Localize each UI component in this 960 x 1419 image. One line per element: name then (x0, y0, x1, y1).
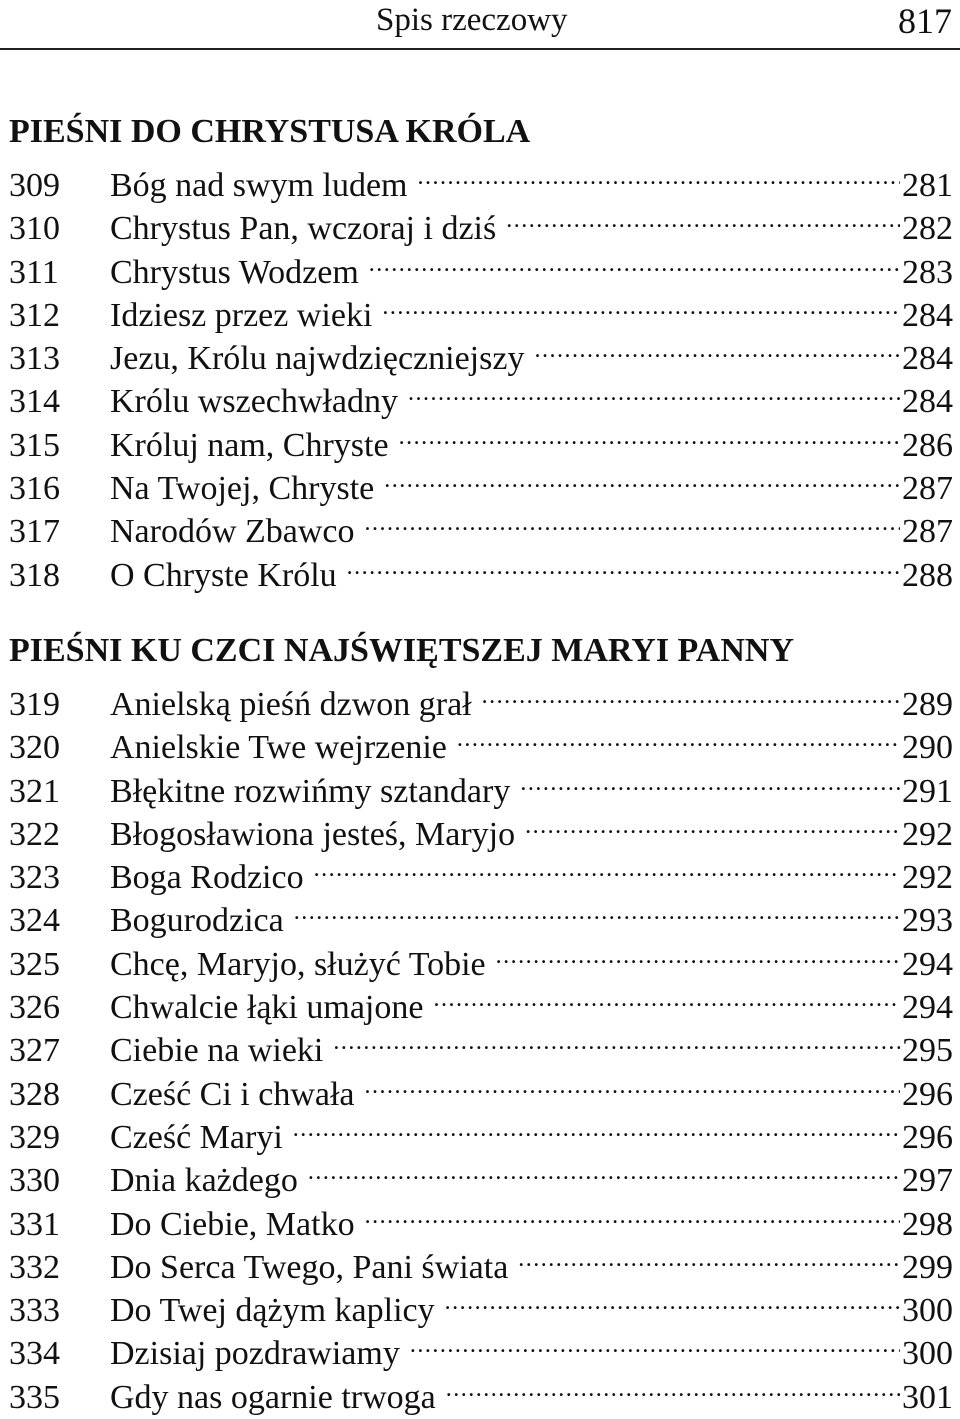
entry-page-number: 300 (902, 1335, 953, 1373)
dot-leader (445, 1278, 900, 1321)
dot-leader (506, 196, 900, 239)
dot-leader (408, 369, 900, 412)
entry-number: 328 (9, 1075, 60, 1113)
dot-leader (369, 240, 900, 283)
entry-page-number: 288 (902, 556, 953, 594)
entry-title: Cześć Maryi (110, 1118, 283, 1156)
entry-title: Narodów Zbawco (110, 513, 355, 551)
entry-page-number: 299 (902, 1248, 953, 1286)
entry-title: Dzisiaj pozdrawiamy (110, 1335, 400, 1373)
dot-leader (518, 1235, 900, 1278)
entry-page-number: 290 (902, 729, 953, 767)
dot-leader (399, 413, 900, 456)
entry-number: 319 (9, 685, 60, 723)
entry-number: 315 (9, 426, 60, 464)
entry-page-number: 295 (902, 1032, 953, 1070)
entry-title: Jezu, Królu najwdzięczniejszy (110, 340, 525, 378)
entry-page-number: 282 (902, 210, 953, 248)
dot-leader (365, 1192, 900, 1235)
entry-page-number: 293 (902, 902, 953, 940)
entry-title: Chwalcie łąki umajone (110, 989, 424, 1027)
entry-title: Anielską pieśń dzwon grał (110, 685, 472, 723)
dot-leader (382, 283, 900, 326)
dot-leader (482, 672, 900, 715)
entry-page-number: 281 (902, 167, 953, 204)
entry-number: 310 (9, 210, 60, 248)
dot-leader (410, 1321, 900, 1364)
entry-title: Idziesz przez wieki (110, 296, 373, 334)
page-number: 817 (898, 1, 952, 41)
entry-number: 324 (9, 902, 60, 940)
entry-title: Bogurodzica (110, 902, 284, 940)
dot-leader (347, 543, 900, 586)
entry-page-number: 286 (902, 426, 953, 464)
entry-page-number: 298 (902, 1205, 953, 1243)
entry-number: 333 (9, 1292, 60, 1330)
entry-page-number: 292 (902, 815, 953, 853)
entry-page-number: 296 (902, 1075, 953, 1113)
toc-entry (9, 153, 953, 204)
entry-title: Błękitne rozwińmy sztandary (110, 772, 511, 810)
section-heading: PIEŚNI DO CHRYSTUSA KRÓLA (9, 113, 531, 150)
dot-leader (525, 802, 900, 845)
entry-page-number: 287 (902, 513, 953, 551)
entry-page-number: 287 (902, 470, 953, 508)
entry-number: 322 (9, 815, 60, 853)
toc-entry (9, 672, 953, 723)
dot-leader (534, 326, 900, 369)
entry-page-number: 284 (902, 340, 953, 378)
entry-number: 321 (9, 772, 60, 810)
entry-title: O Chryste Królu (110, 556, 337, 594)
entry-number: 334 (9, 1335, 60, 1373)
entry-title: Gdy nas ogarnie trwoga (110, 1378, 436, 1416)
entry-page-number: 284 (902, 296, 953, 334)
entry-number: 332 (9, 1248, 60, 1286)
entry-number: 312 (9, 296, 60, 334)
entry-title: Ciebie na wieki (110, 1032, 324, 1070)
dot-leader (365, 1062, 900, 1105)
dot-leader (520, 759, 900, 802)
entry-title: Do Serca Twego, Pani świata (110, 1248, 509, 1286)
table-of-contents (9, 110, 953, 1416)
entry-title: Anielskie Twe wejrzenie (110, 729, 447, 767)
entry-page-number: 289 (902, 685, 953, 723)
dot-leader (365, 499, 900, 542)
dot-leader (457, 715, 900, 758)
page-header (0, 0, 960, 50)
entry-title: Bóg nad swym ludem (110, 167, 408, 204)
dot-leader (314, 845, 900, 888)
entry-number: 325 (9, 945, 60, 983)
entry-number: 316 (9, 470, 60, 508)
dot-leader (496, 932, 900, 975)
entry-number: 329 (9, 1118, 60, 1156)
entry-title: Królu wszechwładny (110, 383, 398, 421)
entry-title: Chrystus Wodzem (110, 253, 359, 291)
dot-leader (308, 1148, 900, 1191)
entry-title: Dnia każdego (110, 1162, 298, 1200)
entry-number: 326 (9, 989, 60, 1027)
entry-title: Do Ciebie, Matko (110, 1205, 355, 1243)
entry-title: Cześć Ci i chwała (110, 1075, 355, 1113)
entry-page-number: 296 (902, 1118, 953, 1156)
entry-title: Błogosławiona jesteś, Maryjo (110, 815, 516, 853)
entry-number: 320 (9, 729, 60, 767)
dot-leader (294, 888, 900, 931)
entry-number: 323 (9, 859, 60, 897)
entry-number: 318 (9, 556, 60, 594)
entry-page-number: 294 (902, 989, 953, 1027)
entry-title: Na Twojej, Chryste (110, 470, 375, 508)
section-heading: PIEŚNI KU CZCI NAJŚWIĘTSZEJ MARYI PANNY (9, 631, 795, 669)
entry-number: 309 (9, 167, 60, 204)
entry-page-number: 291 (902, 772, 953, 810)
entry-number: 311 (9, 253, 59, 291)
entry-title: Chrystus Pan, wczoraj i dziś (110, 210, 497, 248)
entry-page-number: 284 (902, 383, 953, 421)
dot-leader (384, 456, 900, 499)
entry-page-number: 300 (902, 1292, 953, 1330)
entry-number: 335 (9, 1378, 60, 1416)
entry-page-number: 297 (902, 1162, 953, 1200)
entry-title: Chcę, Maryjo, służyć Tobie (110, 945, 486, 983)
running-title: Spis rzeczowy (376, 2, 568, 38)
entry-page-number: 301 (902, 1378, 953, 1416)
entry-title: Króluj nam, Chryste (110, 426, 389, 464)
dot-leader (433, 975, 900, 1018)
entry-number: 330 (9, 1162, 60, 1200)
entry-number: 314 (9, 383, 60, 421)
entry-number: 327 (9, 1032, 60, 1070)
entry-number: 313 (9, 340, 60, 378)
entry-page-number: 283 (902, 253, 953, 291)
dot-leader (417, 153, 900, 196)
entry-page-number: 292 (902, 859, 953, 897)
entry-title: Do Twej dążym kaplicy (110, 1292, 435, 1330)
entry-page-number: 294 (902, 945, 953, 983)
dot-leader (333, 1018, 900, 1061)
dot-leader (293, 1105, 900, 1148)
entry-number: 331 (9, 1205, 60, 1243)
dot-leader (446, 1365, 900, 1408)
entry-title: Boga Rodzico (110, 859, 304, 897)
entry-number: 317 (9, 513, 60, 551)
